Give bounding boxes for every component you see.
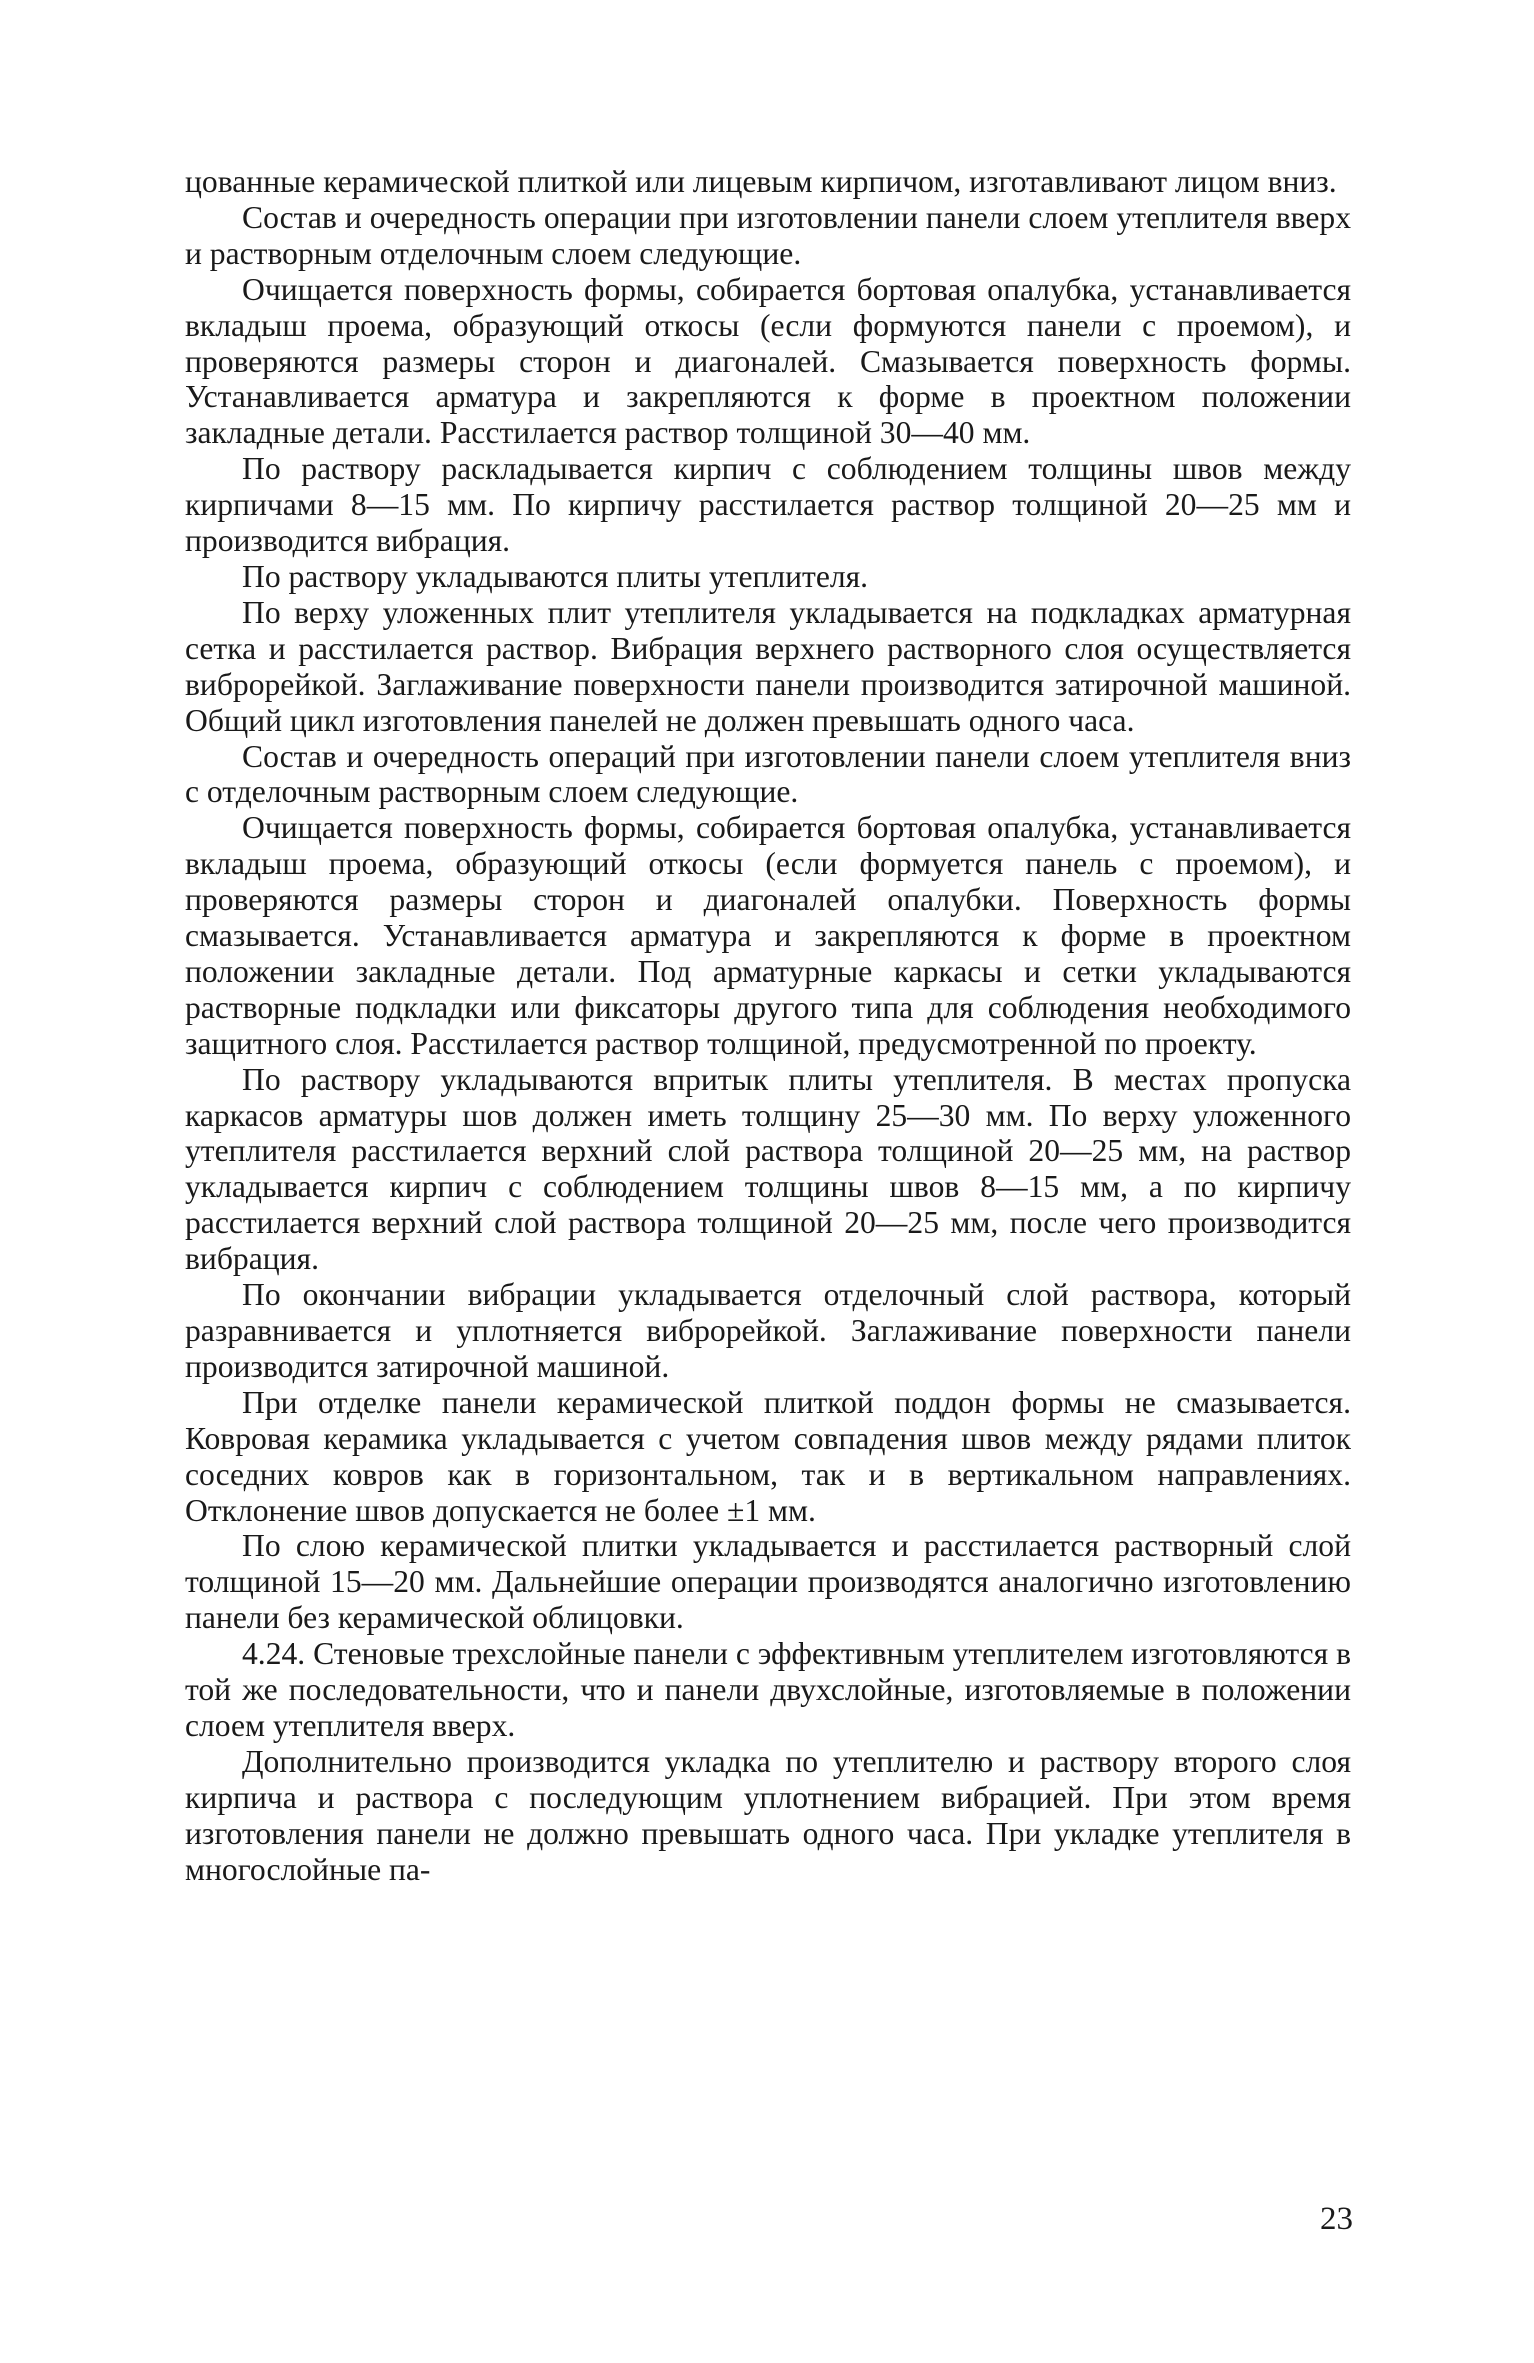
- paragraph-composition-insulation-down: Состав и очередность операций при изготовлении панели слоем утеплителя вниз с отделочным растворным слоем следующие.: [185, 738, 1351, 810]
- paragraph-mortar-layer: По слою керамической плитки укладывается и расстилается растворный слой толщиной 15—20 мм. Дальнейшие операции производятся аналогично изготовлению панели без керамической облицовки.: [185, 1528, 1351, 1636]
- paragraph-finishing-layer: По окончании вибрации укладывается отделочный слой раствора, который разравнивается и уплотняется виброрейкой. Заглаживание поверхности панели производится затирочной машиной.: [185, 1277, 1351, 1384]
- paragraph-section-4-24: 4.24. Стеновые трехслойные панели с эффективным утеплителем изготовляются в той же последовательности, что и панели двухслойные, изготовляемые в положении слоем утеплителя вверх.: [185, 1636, 1351, 1743]
- paragraph-composition-insulation-up: Состав и очередность операции при изготовлении панели слоем утеплителя вверх и растворным отделочным слоем следующие.: [185, 199, 1351, 271]
- page-number: 23: [1320, 2201, 1353, 2237]
- paragraph-additional-operations: Дополнительно производится укладка по утеплителю и раствору второго слоя кирпича и раствора с последующим уплотнением вибрацией. При этом время изготовления панели не должно превышать одного часа. При укладке утеплителя в многослойные па-: [185, 1743, 1351, 1887]
- paragraph-form-preparation-2: Очищается поверхность формы, собирается бортовая опалубка, устанавливается вкладыш проема, образующий откосы (если формуется панель с проемом), и проверяются размеры сторон и диагоналей опалубки. Поверхность формы смазывается. Устанавливается арматура и закрепляются к форме в проектном положении закладные детали. Под арматурные каркасы и сетки укладываются растворные подкладки или фиксаторы другого типа для соблюдения необходимого защитного слоя. Расстилается раствор толщиной, предусмотренной по проекту.: [185, 810, 1351, 1061]
- paragraph-insulation-laying: По раствору укладываются впритык плиты утеплителя. В местах пропуска каркасов арматуры шов должен иметь толщину 25—30 мм. По верху уложенного утеплителя расстилается верхний слой раствора толщиной 20—25 мм, на раствор укладывается кирпич с соблюдением толщины швов 8—15 мм, а по кирпичу расстилается верхний слой раствора толщиной 20—25 мм, после чего производится вибрация.: [185, 1061, 1351, 1277]
- body-text: [185, 164, 1351, 1888]
- paragraph-mesh-and-vibration: По верху уложенных плит утеплителя укладывается на подкладках арматурная сетка и расстилается раствор. Вибрация верхнего растворного слоя осуществляется виброрейкой. Заглаживание поверхности панели производится затирочной машиной. Общий цикл изготовления панелей не должен превышать одного часа.: [185, 594, 1351, 738]
- paragraph-insulation-plates: По раствору укладываются плиты утеплителя.: [242, 558, 869, 594]
- paragraph-brick-laying: По раствору раскладывается кирпич с соблюдением толщины швов между кирпичами 8—15 мм. По кирпичу расстилается раствор толщиной 20—25 мм и производится вибрация.: [185, 451, 1351, 559]
- paragraph-form-preparation: Очищается поверхность формы, собирается бортовая опалубка, устанавливается вкладыш проема, образующий откосы (если формуются панели с проемом), и проверяются размеры сторон и диагоналей. Смазывается поверхность формы. Устанавливается арматура и закрепляются к форме в проектном положении закладные детали. Расстилается раствор толщиной 30—40 мм.: [185, 271, 1351, 451]
- paragraph-ceramic-tile: При отделке панели керамической плиткой поддон формы не смазывается. Ковровая керамика укладывается с учетом совпадения швов между рядами плиток соседних ковров как в горизонтальном, так и в вертикальном направлениях. Отклонение швов допускается не более ±1 мм.: [185, 1384, 1351, 1528]
- paragraph-continuation: цованные керамической плиткой или лицевым кирпичом, изготавливают лицом вниз.: [185, 164, 1337, 199]
